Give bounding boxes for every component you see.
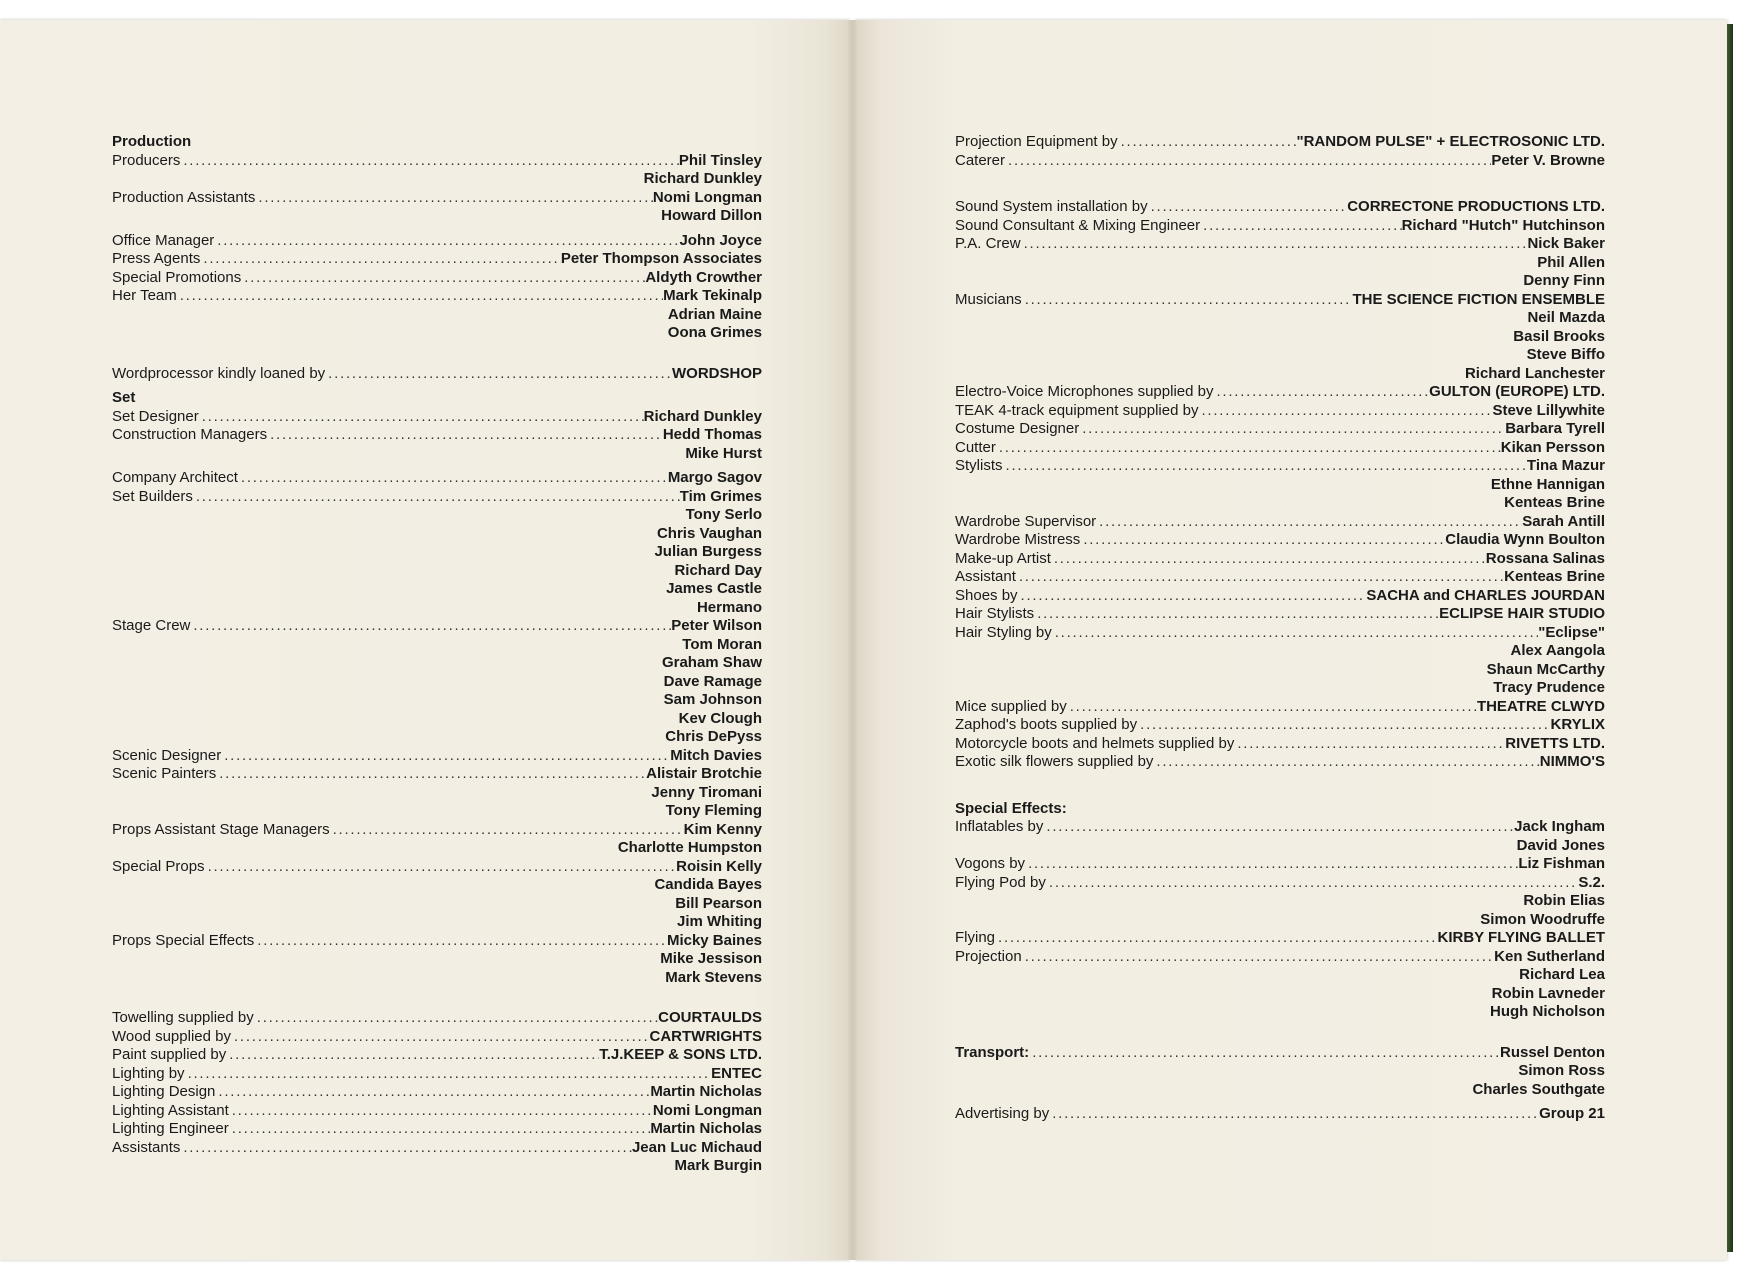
credit-name: Sarah Antill [1522, 512, 1605, 530]
section-heading: Special Effects: [955, 799, 1067, 817]
credit-name: Steve Lillywhite [1492, 401, 1605, 419]
credit-name: Richard Lea [1519, 966, 1605, 983]
dot-leader [1016, 568, 1504, 587]
credit-row [955, 698, 1605, 717]
dot-leader [215, 1083, 650, 1102]
left-credits-column [112, 133, 762, 1176]
section-heading: Set [112, 389, 136, 406]
credit-name: Tim Grimes [679, 487, 762, 505]
credit-name: Hermano [696, 598, 762, 616]
credit-name: Micky Baines [666, 931, 762, 949]
credit-row [955, 133, 1605, 152]
dot-leader [226, 1046, 599, 1065]
credit-name: Nomi Longman [652, 1101, 762, 1119]
credit-row [955, 818, 1605, 837]
dot-leader [229, 1120, 651, 1139]
credit-name: Jean Luc Michaud [631, 1138, 762, 1156]
cover-edge [1727, 24, 1733, 1252]
credit-name: Tracy Prudence [1493, 679, 1605, 696]
dot-leader [1022, 948, 1494, 967]
credit-name: Mike Hurst [685, 444, 762, 462]
credit-name: S.2. [1578, 873, 1605, 891]
credit-row [955, 1044, 1605, 1063]
dot-leader [1022, 291, 1353, 310]
credit-role: Company Architect [112, 469, 238, 486]
credit-role: Wardrobe Supervisor [955, 512, 1097, 530]
dot-leader [330, 821, 684, 840]
credit-role: Scenic Designer [112, 746, 222, 764]
dot-leader [1148, 198, 1348, 217]
credit-name: Jack Ingham [1514, 818, 1605, 835]
credit-role: Sound Consultant & Mixing Engineer [955, 216, 1201, 234]
credit-name: Mike Jessison [660, 950, 762, 967]
credit-row [112, 1083, 762, 1102]
dot-leader [1018, 587, 1367, 606]
credit-row [112, 469, 762, 488]
credit-role: Zaphod's boots supplied by [955, 716, 1138, 733]
credit-row [112, 858, 762, 877]
credit-name: RIVETTS LTD. [1505, 734, 1605, 752]
credit-name: Bill Pearson [675, 894, 762, 912]
dot-leader [1198, 402, 1492, 421]
credit-role: Production Assistants [112, 188, 256, 206]
credit-name: GULTON (EUROPE) LTD. [1429, 383, 1605, 400]
credit-role: Props Assistant Stage Managers [112, 820, 330, 838]
credit-name: "Eclipse" [1538, 623, 1605, 641]
credit-row [955, 568, 1605, 587]
credit-row [112, 1139, 762, 1158]
credit-name: Liz Fishman [1518, 855, 1605, 872]
credit-name: SACHA and CHARLES JOURDAN [1366, 586, 1605, 604]
dot-leader [267, 426, 663, 445]
dot-leader [205, 858, 677, 877]
credit-name: Ken Sutherland [1494, 947, 1605, 965]
credit-name: Graham Shaw [661, 654, 762, 671]
dot-leader [231, 1028, 650, 1047]
credit-name: Phil Tinsley [678, 151, 762, 169]
credit-role: Lighting Assistant [112, 1101, 229, 1119]
credit-name: Hedd Thomas [662, 426, 762, 443]
credit-row [955, 929, 1605, 948]
credit-row [955, 420, 1605, 439]
credit-role: Lighting Design [112, 1083, 216, 1100]
dot-leader [1118, 133, 1297, 152]
dot-leader [1046, 874, 1578, 893]
credit-role: Paint supplied by [112, 1046, 227, 1063]
dot-leader [177, 287, 663, 306]
credit-row [112, 932, 762, 951]
credit-name: Alistair Brotchie [646, 765, 762, 782]
credit-role: TEAK 4-track equipment supplied by [955, 401, 1199, 419]
credit-row [955, 457, 1605, 476]
credit-role: Press Agents [112, 250, 201, 267]
credit-role: Lighting by [112, 1064, 185, 1082]
credit-row [955, 874, 1605, 893]
credit-role: Special Promotions [112, 268, 242, 286]
credit-name: KIRBY FLYING BALLET [1437, 929, 1605, 946]
right-credits-column [955, 133, 1605, 1124]
booklet-spine [848, 20, 857, 1260]
dot-leader [1079, 420, 1505, 439]
credit-name: CARTWRIGHTS [649, 1027, 762, 1045]
dot-leader [995, 929, 1437, 948]
credit-name: Charles Southgate [1472, 1080, 1605, 1098]
credit-name: Jenny Tiromani [651, 783, 762, 801]
credit-row [955, 1105, 1605, 1124]
credit-row [112, 1102, 762, 1121]
dot-leader [216, 765, 646, 784]
credit-name: Dave Ramage [663, 672, 762, 690]
credit-name: Alex Aangola [1510, 642, 1605, 659]
credit-row [955, 217, 1605, 236]
credit-name: Kenteas Brine [1504, 494, 1605, 511]
credit-role: Hair Styling by [955, 623, 1052, 641]
credit-name: Sam Johnson [663, 691, 762, 708]
credit-name: Robin Elias [1523, 892, 1605, 909]
credit-row [112, 617, 762, 636]
dot-leader [229, 1102, 653, 1121]
credit-name: Kenteas Brine [1504, 568, 1605, 585]
credit-role: Projection Equipment by [955, 133, 1118, 150]
credit-row [112, 426, 762, 445]
credit-row [955, 855, 1605, 874]
credit-name: Rossana Salinas [1485, 549, 1605, 567]
credit-row [112, 189, 762, 208]
credit-name: THE SCIENCE FICTION ENSEMBLE [1352, 290, 1605, 308]
dot-leader [1051, 550, 1486, 569]
credit-name: Simon Ross [1518, 1062, 1605, 1079]
credit-row [112, 269, 762, 288]
credit-row [112, 765, 762, 784]
dot-leader [325, 365, 672, 384]
credit-name: Oona Grimes [667, 324, 762, 341]
dot-leader [185, 1065, 712, 1084]
credit-role: Sound System installation by [955, 198, 1148, 215]
credit-row [955, 624, 1605, 643]
credit-name: Roisin Kelly [676, 857, 762, 875]
credit-role: Scenic Painters [112, 765, 217, 782]
dot-leader [1021, 235, 1528, 254]
credit-role: Wood supplied by [112, 1027, 231, 1045]
credit-name: James Castle [666, 580, 762, 597]
dot-leader [221, 747, 670, 766]
credit-name: Peter Wilson [671, 617, 762, 634]
credit-name: Richard Lanchester [1464, 364, 1605, 382]
credit-role: Advertising by [955, 1105, 1050, 1122]
credit-row [955, 531, 1605, 550]
credit-role: Assistant [955, 568, 1016, 585]
credit-role: Stage Crew [112, 617, 191, 634]
credit-role: Musicians [955, 290, 1022, 308]
credit-row [112, 821, 762, 840]
dot-leader [1052, 624, 1539, 643]
credit-role: Flying [955, 929, 996, 946]
dot-leader [193, 488, 680, 507]
credit-role: Construction Managers [112, 426, 268, 443]
credit-row [112, 747, 762, 766]
credit-name: Robin Lavneder [1491, 984, 1605, 1002]
credit-role: P.A. Crew [955, 235, 1021, 252]
credit-name: Denny Finn [1523, 272, 1605, 289]
credit-name: Mark Tekinalp [663, 287, 762, 304]
credit-name: Richard Dunkley [643, 407, 762, 425]
section-heading: Production [112, 133, 192, 150]
credit-name: Phil Allen [1537, 253, 1605, 271]
credit-role: Vogons by [955, 855, 1026, 872]
credit-role: Special Props [112, 857, 205, 875]
credit-row [112, 1046, 762, 1065]
credit-name: Richard "Hutch" Hutchinson [1401, 216, 1605, 234]
dot-leader [180, 152, 679, 171]
dot-leader [1025, 855, 1518, 874]
credit-name: Mitch Davies [670, 746, 762, 764]
credit-name: Jim Whiting [677, 913, 762, 930]
dot-leader [190, 617, 671, 636]
credit-row [112, 1065, 762, 1084]
dot-leader [1034, 605, 1439, 624]
credit-row [955, 402, 1605, 421]
dot-leader [1200, 217, 1401, 236]
credit-role: Flying Pod by [955, 873, 1046, 891]
credit-name: Mark Stevens [665, 968, 762, 986]
credit-name: THEATRE CLWYD [1476, 697, 1605, 715]
dot-leader [1213, 383, 1429, 402]
credit-role: Stylists [955, 457, 1003, 474]
credit-row [112, 232, 762, 251]
credit-name: "RANDOM PULSE" + ELECTROSONIC LTD. [1296, 133, 1605, 150]
credit-name: John Joyce [679, 231, 762, 249]
credit-name: NIMMO'S [1539, 753, 1605, 770]
dot-leader [180, 1139, 632, 1158]
credit-row [112, 287, 762, 306]
credit-name: Simon Woodruffe [1480, 910, 1605, 928]
credit-name: Steve Biffo [1526, 346, 1605, 363]
credit-name: Tony Serlo [685, 506, 762, 523]
credit-row [955, 753, 1605, 772]
credit-role: Office Manager [112, 231, 215, 249]
credit-row [112, 365, 762, 384]
dot-leader [200, 250, 560, 269]
dot-leader [1153, 753, 1539, 772]
credit-name: Chris DePyss [665, 728, 762, 745]
dot-leader [996, 439, 1501, 458]
credit-role: Costume Designer [955, 420, 1080, 437]
credit-row [955, 439, 1605, 458]
credit-role: Props Special Effects [112, 931, 255, 949]
dot-leader [1005, 152, 1491, 171]
credit-name: Howard Dillon [661, 207, 762, 224]
credit-name: Neil Mazda [1527, 309, 1605, 326]
credit-role: Set Builders [112, 487, 193, 505]
credit-name: Richard Dunkley [643, 170, 762, 187]
dot-leader [199, 408, 644, 427]
credit-row [955, 235, 1605, 254]
credit-row [955, 605, 1605, 624]
credit-role: Inflatables by [955, 818, 1044, 835]
dot-leader [254, 932, 667, 951]
credit-row [955, 513, 1605, 532]
credit-role: Mice supplied by [955, 697, 1067, 715]
credit-role: Hair Stylists [955, 605, 1035, 622]
credit-role: Her Team [112, 287, 177, 304]
credit-name: Shaun McCarthy [1486, 660, 1605, 678]
dot-leader [1029, 1044, 1500, 1063]
credit-row [112, 1009, 762, 1028]
credit-name: Kim Kenny [683, 820, 762, 838]
dot-leader [214, 232, 679, 251]
dot-leader [1234, 735, 1505, 754]
credit-name: Adrian Maine [667, 305, 762, 323]
credit-role: Wardrobe Mistress [955, 531, 1081, 548]
credit-name: Tom Moran [682, 635, 762, 653]
credit-role: Make-up Artist [955, 549, 1051, 567]
credit-row [955, 198, 1605, 217]
credit-row [955, 550, 1605, 569]
credit-name: Nomi Longman [652, 188, 762, 206]
credit-role: Electro-Voice Microphones supplied by [955, 383, 1214, 400]
dot-leader [1137, 716, 1550, 735]
credit-name: Peter V. Browne [1491, 151, 1605, 169]
credit-row [955, 152, 1605, 171]
credit-name: Basil Brooks [1513, 327, 1605, 345]
credit-name: Chris Vaughan [656, 524, 762, 542]
credit-name: Mark Burgin [674, 1157, 762, 1174]
credit-role: Projection [955, 947, 1022, 965]
credit-name: Russel Denton [1499, 1043, 1605, 1061]
dot-leader [241, 269, 645, 288]
credit-name: Peter Thompson Associates [560, 250, 762, 267]
credit-role: Set Designer [112, 407, 199, 425]
credit-name: Kev Clough [678, 709, 762, 727]
dot-leader [1096, 513, 1522, 532]
credit-name: David Jones [1516, 836, 1605, 854]
credit-role: Exotic silk flowers supplied by [955, 753, 1154, 770]
credit-name: Barbara Tyrell [1505, 420, 1605, 437]
credit-name: Martin Nicholas [650, 1120, 762, 1137]
credit-row [955, 735, 1605, 754]
credit-name: Martin Nicholas [650, 1083, 762, 1100]
credit-row [955, 587, 1605, 606]
credit-name: ECLIPSE HAIR STUDIO [1439, 605, 1605, 622]
credit-name: T.J.KEEP & SONS LTD. [599, 1046, 762, 1063]
credit-name: Tina Mazur [1526, 457, 1605, 474]
credit-name: Nick Baker [1527, 235, 1605, 252]
credit-name: KRYLIX [1550, 716, 1605, 733]
credit-row [112, 1120, 762, 1139]
credit-row [112, 488, 762, 507]
credit-name: Aldyth Crowther [645, 268, 762, 286]
dot-leader [1067, 698, 1477, 717]
credit-row [955, 716, 1605, 735]
credit-name: Richard Day [674, 561, 762, 579]
dot-leader [1049, 1105, 1539, 1124]
credit-role: Producers [112, 151, 181, 169]
credit-name: Charlotte Humpston [617, 839, 762, 856]
credit-role: Assistants [112, 1138, 181, 1156]
credit-name: Hugh Nicholson [1490, 1003, 1605, 1020]
dot-leader [254, 1009, 658, 1028]
credit-row [112, 408, 762, 427]
credit-row [955, 291, 1605, 310]
credit-row [955, 948, 1605, 967]
credit-name: CORRECTONE PRODUCTIONS LTD. [1347, 198, 1605, 215]
credit-row [112, 250, 762, 269]
credit-name: Tony Fleming [665, 802, 762, 819]
credit-name: Ethne Hannigan [1490, 475, 1605, 493]
credit-role: Wordprocessor kindly loaned by [112, 364, 326, 382]
credit-name: COURTAULDS [658, 1009, 762, 1026]
credit-name: Margo Sagov [667, 469, 762, 486]
dot-leader [1043, 818, 1514, 837]
credit-role: Cutter [955, 438, 996, 456]
credit-role: Motorcycle boots and helmets supplied by [955, 734, 1235, 752]
credit-name: Kikan Persson [1500, 438, 1605, 456]
credit-name: Claudia Wynn Boulton [1445, 531, 1605, 548]
credit-row [112, 1028, 762, 1047]
credit-name: Candida Bayes [654, 876, 762, 893]
credit-name: ENTEC [711, 1064, 762, 1082]
credit-role: Lighting Engineer [112, 1120, 229, 1137]
credit-name: Julian Burgess [654, 543, 762, 560]
credit-name: Group 21 [1539, 1105, 1605, 1122]
credit-role: Caterer [955, 151, 1006, 169]
dot-leader [238, 469, 668, 488]
credit-role: Towelling supplied by [112, 1009, 254, 1026]
dot-leader [1003, 457, 1527, 476]
credit-row [955, 383, 1605, 402]
dot-leader [1080, 531, 1445, 550]
dot-leader [255, 189, 652, 208]
credit-row [112, 152, 762, 171]
credit-role: Transport: [955, 1043, 1030, 1061]
credit-role: Shoes by [955, 586, 1018, 604]
credit-name: WORDSHOP [672, 364, 762, 382]
